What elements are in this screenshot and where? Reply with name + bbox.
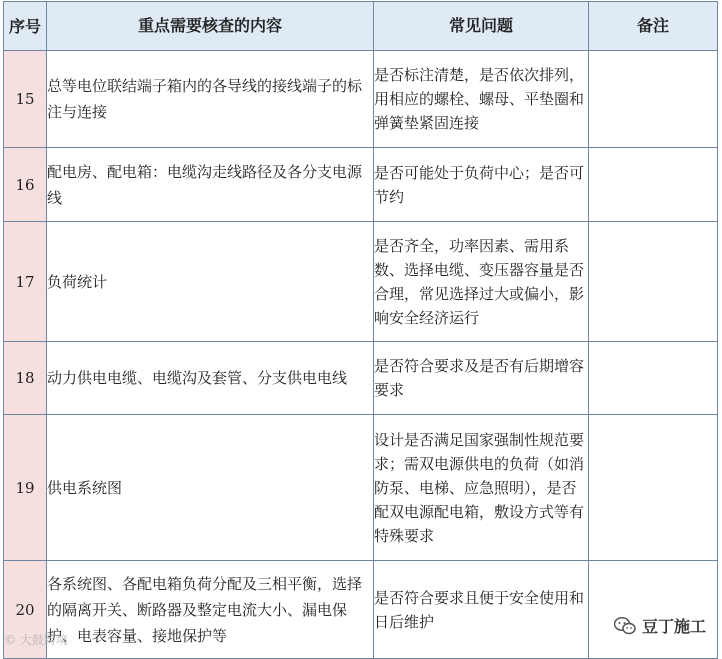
table-row — [4, 342, 718, 415]
table-row — [4, 222, 718, 342]
watermark-right — [610, 612, 710, 639]
row-note — [589, 148, 718, 222]
row-note — [589, 561, 718, 659]
row-number: 17 — [4, 222, 47, 342]
row-issue: 是否标注清楚，是否依次排列，用相应的螺栓、螺母、平垫圈和弹簧垫紧固连接 — [374, 51, 589, 148]
table-row — [4, 51, 718, 148]
watermark-left: © 大鼓跨境 — [4, 633, 68, 647]
header-note: 备注 — [589, 2, 718, 51]
header-row — [4, 2, 718, 51]
row-number: 20 — [4, 561, 47, 659]
table-row — [4, 561, 718, 659]
row-note — [589, 51, 718, 148]
row-issue: 设计是否满足国家强制性规范要求；需双电源供电的负荷（如消防泵、电梯、应急照明），是否配双电源配电箱，敷设方式等有特殊要求 — [374, 415, 589, 561]
row-number: 15 — [4, 51, 47, 148]
row-item: 动力供电电缆、电缆沟及套管、分支供电电线 — [47, 342, 374, 415]
row-item: 总等电位联结端子箱内的各导线的接线端子的标注与连接 — [47, 51, 374, 148]
row-issue: 是否符合要求及是否有后期增容要求 — [374, 342, 589, 415]
row-issue: 是否齐全，功率因素、需用系数、选择电缆、变压器容量是否合理，常见选择过大或偏小，影响安全经济运行 — [374, 222, 589, 342]
header-issue: 常见问题 — [374, 2, 589, 51]
watermark-right-text: 豆丁施工 — [641, 617, 706, 636]
row-note — [589, 222, 718, 342]
inspection-table — [3, 1, 718, 659]
wechat-icon — [614, 617, 636, 635]
table-row — [4, 148, 718, 222]
row-item: 各系统图、各配电箱负荷分配及三相平衡，选择的隔离开关、断路器及整定电流大小、漏电保护、电表容量、接地保护等 — [47, 561, 374, 659]
row-issue: 是否符合要求且便于安全使用和日后维护 — [374, 561, 589, 659]
header-no: 序号 — [4, 2, 47, 51]
row-number: 18 — [4, 342, 47, 415]
row-note — [589, 415, 718, 561]
row-number: 19 — [4, 415, 47, 561]
table-row — [4, 415, 718, 561]
row-number: 16 — [4, 148, 47, 222]
row-item: 供电系统图 — [47, 415, 374, 561]
row-item: 配电房、配电箱：电缆沟走线路径及各分支电源线 — [47, 148, 374, 222]
row-issue: 是否可能处于负荷中心；是否可节约 — [374, 148, 589, 222]
header-item: 重点需要核查的内容 — [47, 2, 374, 51]
row-item: 负荷统计 — [47, 222, 374, 342]
row-note — [589, 342, 718, 415]
